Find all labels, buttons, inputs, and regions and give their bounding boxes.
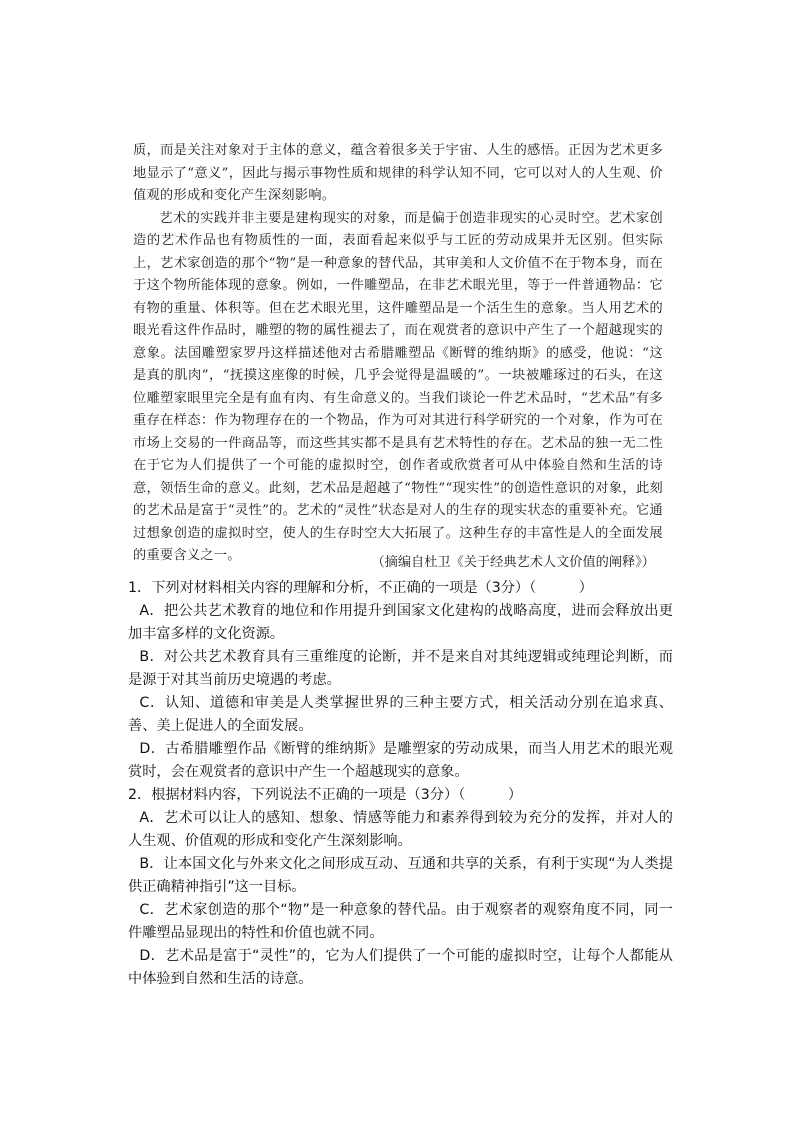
question-1 [128,577,673,784]
question-stem: 2．根据材料内容，下列说法不正确的一项是（3分）（ ） [128,787,523,803]
option-c: C．艺术家创造的那个“物”是一种意象的替代品。由于观察者的观察角度不同，同一件雕塑品显现出的特性和价值也就不同。 [128,902,673,941]
passage-source: （摘编自杜卫《关于经典艺术人文价值的阐释》） [371,555,655,570]
option-b: B．让本国文化与外来文化之间形成互动、互通和共享的关系，有利于实现“为人类提供正确精神指引”这一目标。 [128,856,673,895]
option-d: D．古希腊雕塑作品《断臂的维纳斯》是雕塑家的劳动成果，而当人用艺术的眼光观赏时，会在观赏者的意识中产生一个超越现实的意象。 [128,741,673,780]
question-stem: 1．下列对材料相关内容的理解和分析，不正确的一项是（3分）（ ） [128,580,593,596]
reading-passage [133,140,663,568]
option-c: C．认知、道德和审美是人类掌握世界的三种主要方式，相关活动分别在追求真、善、美上促进人的全面发展。 [128,695,673,734]
question-2 [128,784,673,991]
passage-paragraph: 艺术的实践并非主要是建构现实的对象，而是偏于创造非现实的心灵时空。艺术家创造的艺术作品也有物质性的一面，表面看起来似乎与工匠的劳动成果并无区别。但实际上，艺术家创造的那个“物”是一种意象的替代品，其审美和人文价值不在于物本身，而在于这个物所能体现的意象。例如，一件雕塑品，在非艺术眼光里，等于一件普通物品：它有物的重量、体积等。但在艺术眼光里，这件雕塑品是一个活生生的意象。当人用艺术的眼光看这件作品时，雕塑的物的属性褪去了，而在观赏者的意识中产生了一个超越现实的意象。法国雕塑家罗丹这样描述他对古希腊雕塑品《断臂的维纳斯》的感受，他说：“这是真的肌肉”，“抚摸这座像的时候，几乎会觉得是温暖的”。一块被雕琢过的石头，在这位雕塑家眼里完全是有血有肉、有生命意义的。当我们谈论一件艺术品时，“艺术品”有多重存在样态：作为物理存在的一个物品，作为可对其进行科学研究的一个对象，作为可在市场上交易的一件商品等，而这些其实都不是具有艺术特性的存在。艺术品的独一无二性在于它为人们提供了一个可能的虚拟时空，创作者或欣赏者可从中体验自然和生活的诗意，领悟生命的意义。此刻，艺术品是超越了“物性”“现实性”的创造性意识的对象，此刻的艺术品是富于“灵性”的。艺术的“灵性”状态是对人的生存的现实状态的重要补充。它通过想象创造的虚拟时空，使人的生存时空大大拓展了。这种生存的丰富性是人的全面发展的重要含义之一。 [133,210,663,563]
passage-paragraph: 质，而是关注对象对于主体的意义，蕴含着很多关于宇宙、人生的感悟。正因为艺术更多地显示了“意义”，因此与揭示事物性质和规律的科学认知不同，它可以对人的人生观、价值观的形成和变化产生深刻影响。 [133,143,663,203]
option-b: B．对公共艺术教育具有三重维度的论断，并不是来自对其纯逻辑或纯理论判断，而是源于对其当前历史境遇的考虑。 [128,649,673,688]
option-a: A．艺术可以让人的感知、想象、情感等能力和素养得到较为充分的发挥，并对人的人生观、价值观的形成和变化产生深刻影响。 [128,810,673,849]
option-a: A．把公共艺术教育的地位和作用提升到国家文化建构的战略高度，进而会释放出更加丰富多样的文化资源。 [128,603,673,642]
question-list [128,577,673,991]
option-d: D．艺术品是富于“灵性”的，它为人们提供了一个可能的虚拟时空，让每个人都能从中体验到自然和生活的诗意。 [128,948,673,987]
